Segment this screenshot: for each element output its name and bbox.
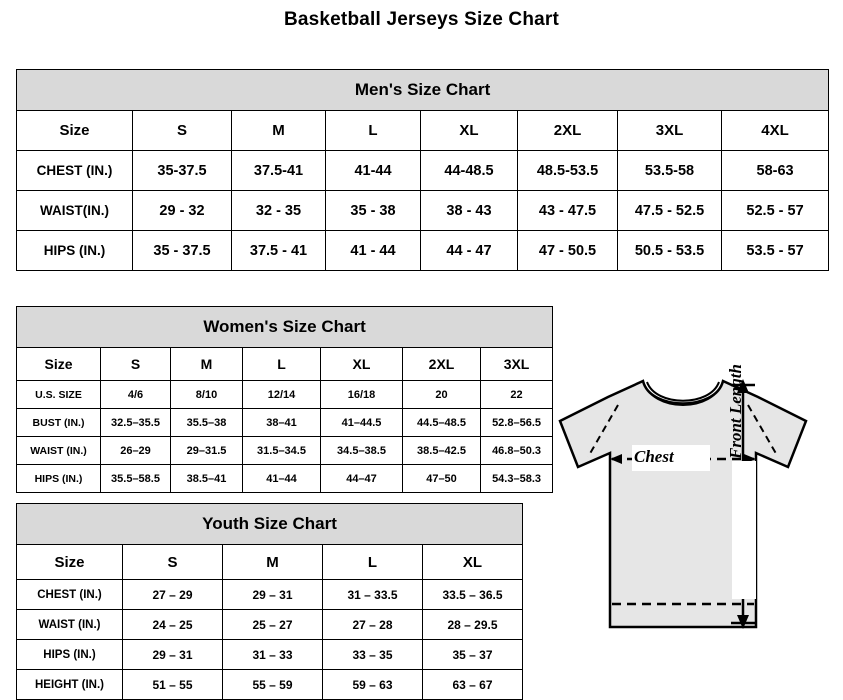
youth-size-chart-section	[16, 503, 522, 700]
table-row	[17, 409, 553, 437]
womens-cell: 38–41	[243, 409, 321, 437]
mens-cell: 53.5-58	[618, 151, 722, 191]
womens-col-header: XL	[321, 348, 403, 381]
mens-cell: 37.5-41	[232, 151, 326, 191]
mens-col-header: 4XL	[722, 111, 829, 151]
youth-cell: 27 – 29	[123, 580, 223, 610]
womens-cell: 29–31.5	[171, 437, 243, 465]
womens-cell: 47–50	[403, 465, 481, 493]
mens-row-label: HIPS (IN.)	[17, 231, 133, 271]
table-row	[17, 670, 523, 700]
shirt-outline	[560, 381, 806, 627]
youth-cell: 27 – 28	[323, 610, 423, 640]
youth-col-header: L	[323, 545, 423, 580]
youth-header-row	[17, 545, 523, 580]
jersey-shirt-icon	[548, 349, 838, 669]
womens-table-caption: Women's Size Chart	[17, 307, 553, 348]
womens-cell: 16/18	[321, 381, 403, 409]
mens-cell: 38 - 43	[421, 191, 518, 231]
youth-row-label: HEIGHT (IN.)	[17, 670, 123, 700]
youth-cell: 33.5 – 36.5	[423, 580, 523, 610]
mens-header-row	[17, 111, 829, 151]
womens-row-label: HIPS (IN.)	[17, 465, 101, 493]
mens-cell: 32 - 35	[232, 191, 326, 231]
womens-cell: 20	[403, 381, 481, 409]
youth-cell: 24 – 25	[123, 610, 223, 640]
youth-cell: 31 – 33.5	[323, 580, 423, 610]
mens-cell: 58-63	[722, 151, 829, 191]
youth-cell: 63 – 67	[423, 670, 523, 700]
table-row	[17, 191, 829, 231]
womens-cell: 41–44.5	[321, 409, 403, 437]
mens-size-chart-table	[16, 69, 829, 271]
mens-cell: 35 - 38	[326, 191, 421, 231]
mens-cell: 35 - 37.5	[133, 231, 232, 271]
table-row	[17, 381, 553, 409]
youth-cell: 29 – 31	[223, 580, 323, 610]
womens-col-header: Size	[17, 348, 101, 381]
mens-col-header: M	[232, 111, 326, 151]
youth-table-caption: Youth Size Chart	[17, 504, 523, 545]
youth-cell: 59 – 63	[323, 670, 423, 700]
womens-row-label: BUST (IN.)	[17, 409, 101, 437]
mens-cell: 48.5-53.5	[518, 151, 618, 191]
womens-cell: 38.5–42.5	[403, 437, 481, 465]
page-title: Basketball Jerseys Size Chart	[283, 9, 560, 30]
womens-cell: 38.5–41	[171, 465, 243, 493]
mens-col-header: 2XL	[518, 111, 618, 151]
womens-cell: 32.5–35.5	[101, 409, 171, 437]
womens-cell: 44–47	[321, 465, 403, 493]
chest-label: Chest	[634, 447, 674, 466]
youth-cell: 28 – 29.5	[423, 610, 523, 640]
mens-cell: 41-44	[326, 151, 421, 191]
womens-cell: 26–29	[101, 437, 171, 465]
table-row	[17, 640, 523, 670]
womens-cell: 35.5–38	[171, 409, 243, 437]
womens-cell: 12/14	[243, 381, 321, 409]
mens-cell: 50.5 - 53.5	[618, 231, 722, 271]
youth-col-header: M	[223, 545, 323, 580]
mens-cell: 44-48.5	[421, 151, 518, 191]
mens-col-header: Size	[17, 111, 133, 151]
womens-size-chart-table	[16, 306, 553, 493]
table-row	[17, 437, 553, 465]
womens-col-header: L	[243, 348, 321, 381]
womens-cell: 4/6	[101, 381, 171, 409]
youth-row-label: HIPS (IN.)	[17, 640, 123, 670]
womens-size-chart-section	[16, 306, 552, 493]
mens-cell: 37.5 - 41	[232, 231, 326, 271]
jersey-measurement-diagram	[548, 349, 838, 669]
youth-row-label: WAIST (IN.)	[17, 610, 123, 640]
front-length-label-backdrop	[732, 461, 756, 599]
youth-col-header: S	[123, 545, 223, 580]
youth-col-header: Size	[17, 545, 123, 580]
womens-col-header: 2XL	[403, 348, 481, 381]
womens-cell: 46.8–50.3	[481, 437, 553, 465]
table-row	[17, 610, 523, 640]
mens-row-label: CHEST (IN.)	[17, 151, 133, 191]
womens-cell: 52.8–56.5	[481, 409, 553, 437]
mens-col-header: XL	[421, 111, 518, 151]
youth-size-chart-table	[16, 503, 523, 700]
mens-col-header: L	[326, 111, 421, 151]
mens-cell: 47.5 - 52.5	[618, 191, 722, 231]
womens-col-header: M	[171, 348, 243, 381]
table-row	[17, 465, 553, 493]
mens-col-header: S	[133, 111, 232, 151]
mens-cell: 29 - 32	[133, 191, 232, 231]
womens-cell: 31.5–34.5	[243, 437, 321, 465]
womens-cell: 54.3–58.3	[481, 465, 553, 493]
mens-table-caption: Men's Size Chart	[17, 70, 829, 111]
youth-cell: 51 – 55	[123, 670, 223, 700]
mens-cell: 52.5 - 57	[722, 191, 829, 231]
youth-row-label: CHEST (IN.)	[17, 580, 123, 610]
table-row	[17, 151, 829, 191]
womens-header-row	[17, 348, 553, 381]
womens-cell: 44.5–48.5	[403, 409, 481, 437]
mens-col-header: 3XL	[618, 111, 722, 151]
womens-row-label: WAIST (IN.)	[17, 437, 101, 465]
mens-row-label: WAIST(IN.)	[17, 191, 133, 231]
youth-cell: 31 – 33	[223, 640, 323, 670]
mens-cell: 41 - 44	[326, 231, 421, 271]
womens-cell: 8/10	[171, 381, 243, 409]
front-length-label: Front Length	[726, 364, 745, 459]
mens-size-chart-section	[16, 69, 828, 271]
youth-col-header: XL	[423, 545, 523, 580]
youth-cell: 29 – 31	[123, 640, 223, 670]
youth-cell: 35 – 37	[423, 640, 523, 670]
youth-cell: 33 – 35	[323, 640, 423, 670]
table-row	[17, 231, 829, 271]
womens-row-label: U.S. SIZE	[17, 381, 101, 409]
womens-cell: 22	[481, 381, 553, 409]
youth-cell: 55 – 59	[223, 670, 323, 700]
womens-cell: 34.5–38.5	[321, 437, 403, 465]
mens-cell: 43 - 47.5	[518, 191, 618, 231]
mens-cell: 47 - 50.5	[518, 231, 618, 271]
womens-col-header: 3XL	[481, 348, 553, 381]
youth-cell: 25 – 27	[223, 610, 323, 640]
womens-cell: 35.5–58.5	[101, 465, 171, 493]
mens-cell: 44 - 47	[421, 231, 518, 271]
table-row	[17, 580, 523, 610]
mens-cell: 53.5 - 57	[722, 231, 829, 271]
mens-cell: 35-37.5	[133, 151, 232, 191]
womens-cell: 41–44	[243, 465, 321, 493]
womens-col-header: S	[101, 348, 171, 381]
